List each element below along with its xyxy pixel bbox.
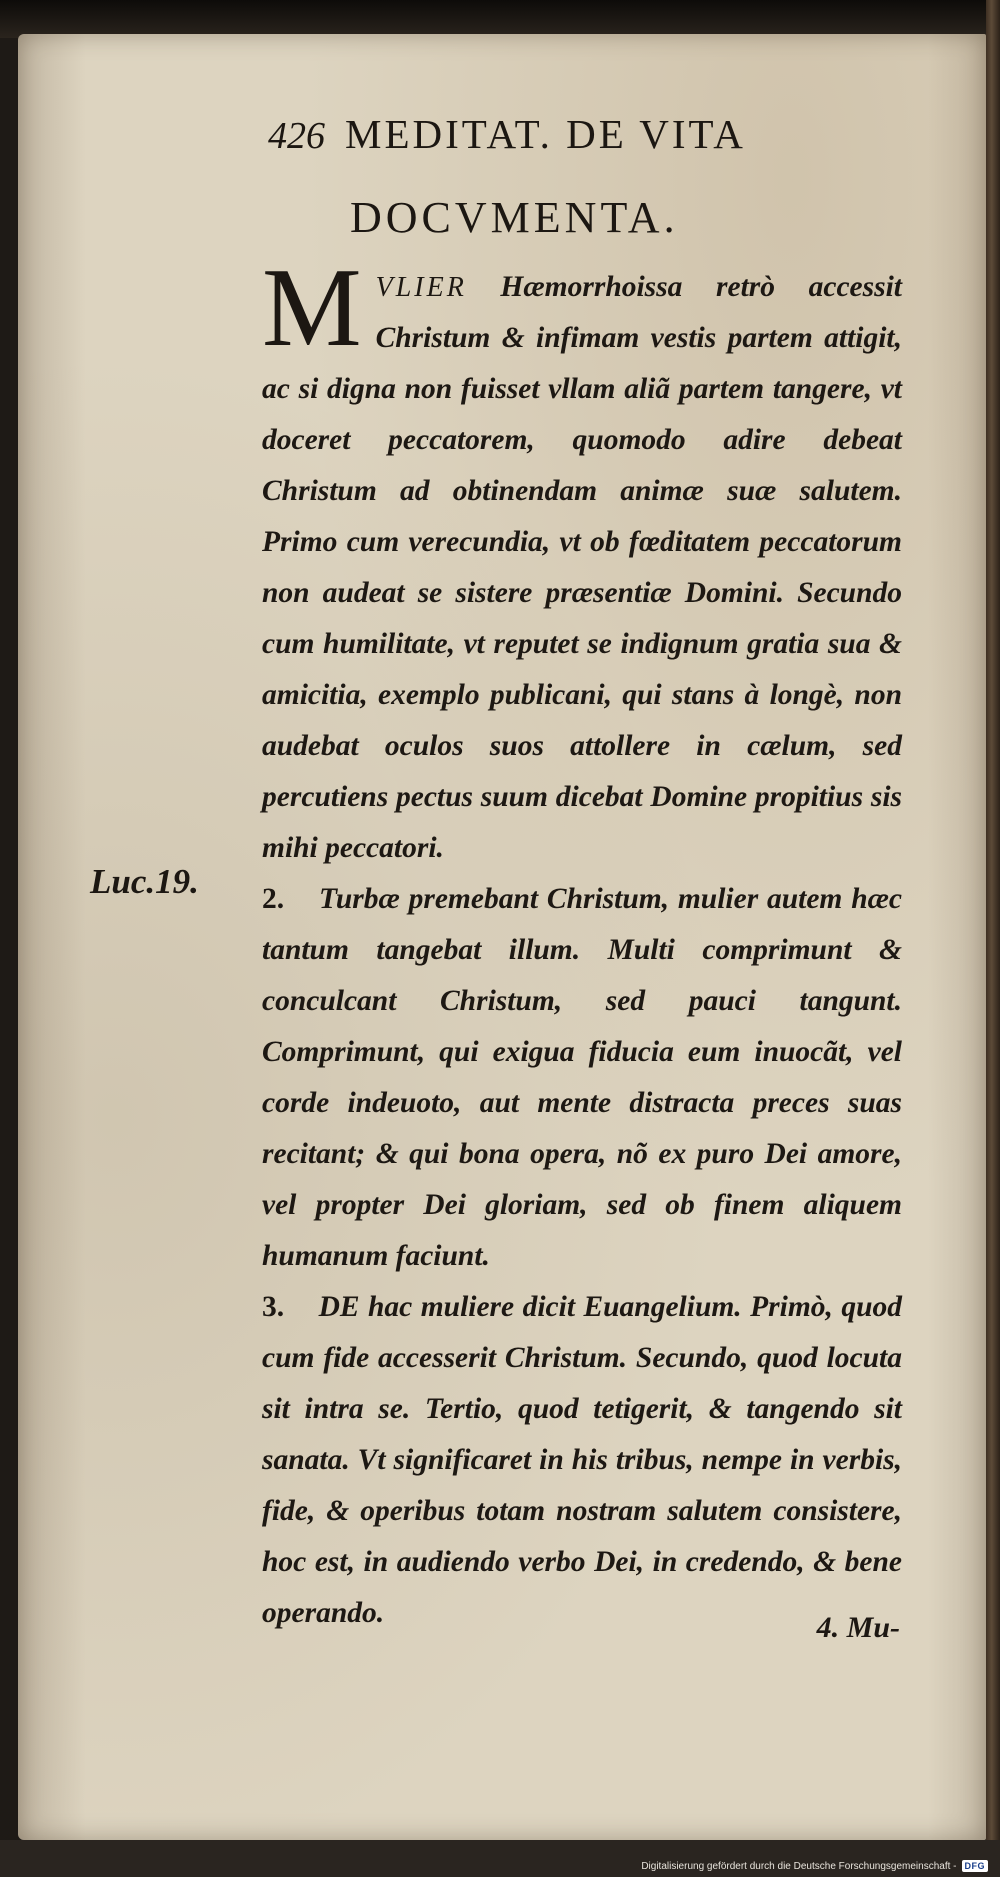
catchword: 4. Mu- <box>816 1611 900 1644</box>
page-number: 426 <box>268 115 325 157</box>
paragraph-text: DE hac muliere dicit Euangelium. Primò, quod cum fide accesserit Christum. Secundo, quod locuta sit intra se. Tertio, quod tetigerit, & tangendo sit sanata. Vt significaret in his tribus, nempe in verbis, fide, & operibus totam nostram salutem consistere, hoc est, in audiendo verbo Dei, in credendo, & bene operando. <box>262 1291 902 1629</box>
section-title: DOCVMENTA. <box>350 193 679 242</box>
paragraph-3 <box>262 1282 902 1639</box>
paragraph-1 <box>262 246 902 874</box>
running-title: MEDITAT. DE VITA <box>345 111 746 157</box>
drop-cap: M <box>262 246 362 370</box>
digitization-credit <box>641 1857 988 1875</box>
paragraph-text: Turbæ premebant Christum, mulier autem hæc tantum tangebat illum. Multi comprimunt & conculcant Christum, sed pauci tangunt. Comprimunt, qui exigua fiducia eum inuocãt, vel corde indeuoto, aut mente distracta preces suas recitant; & qui bona opera, nõ ex puro Dei amore, vel propter Dei gloriam, sed ob finem aliquem humanum faciunt. <box>262 883 902 1272</box>
credit-text: Digitalisierung gefördert durch die Deutsche Forschungsgemeinschaft - <box>641 1860 957 1872</box>
paragraph-number: 2. <box>262 883 285 915</box>
lead-word: VLIER <box>375 272 467 303</box>
paragraph-text: Hæmorrhoissa retrò accessit Christum & infimam vestis partem attigit, ac si digna non fuisset vllam aliã partem tangere, vt doceret peccatorem, quomodo adire debeat Christum ad obtinendam animæ suæ salutem. Primo cum verecundia, vt ob fœditatem peccatorum non audeat se sistere præsentiæ Domini. Secundo cum humilitate, vt reputet se indignum gratia sua & amicitia, exemplo publicani, qui stans à longè, non audebat oculos suos attollere in cælum, sed percutiens pectus suum dicebat Domine propitius sis mihi peccatori. <box>262 271 902 864</box>
dfg-logo: DFG <box>962 1860 989 1872</box>
scan-background-top <box>0 0 1000 38</box>
margin-note: Luc.19. <box>90 862 199 901</box>
paragraph-number: 3. <box>262 1291 285 1323</box>
running-header <box>268 110 908 166</box>
paragraph-2 <box>262 874 902 1282</box>
book-edge <box>986 0 1000 1840</box>
